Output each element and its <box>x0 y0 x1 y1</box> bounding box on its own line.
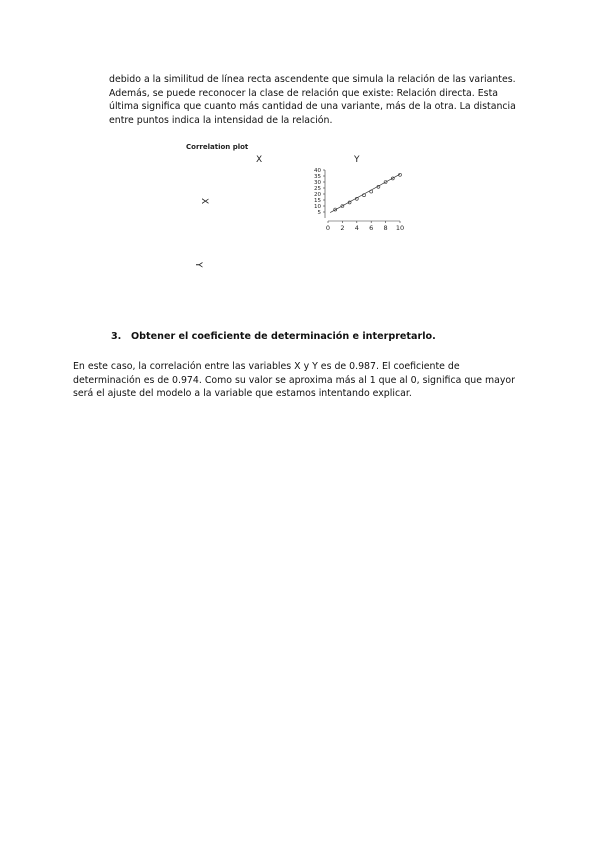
fit-line <box>330 174 400 212</box>
y-tick-label: 5 <box>317 210 321 216</box>
variable-label-y-top: Y <box>354 155 360 165</box>
y-tick-label: 15 <box>314 198 321 204</box>
body-paragraph-1: debido a la similitud de línea recta ascendente que simula la relación de las variantes. Además, se puede reconocer la clase de relación que existe: Relación directa. Esta última significa que cuanto más cantidad de una variante, más de la otra. La distancia entre puntos indica la intensidad de la relación. <box>109 74 516 126</box>
correlation-plot <box>182 140 422 280</box>
y-tick-label: 20 <box>314 192 321 198</box>
y-tick-label: 35 <box>314 174 321 180</box>
section-number: 3. <box>111 331 122 342</box>
x-tick-label: 8 <box>383 224 388 232</box>
x-tick-label: 2 <box>340 224 345 232</box>
variable-label-x-side: X <box>199 198 209 205</box>
y-tick-label: 40 <box>314 168 321 174</box>
variable-label-x-top: X <box>256 155 263 165</box>
section-title: Obtener el coeficiente de determinación e interpretarlo. <box>131 331 436 342</box>
x-tick-label: 10 <box>395 224 405 232</box>
chart-title: Correlation plot <box>186 143 249 151</box>
scatter-panel <box>314 168 404 232</box>
x-tick-label: 6 <box>369 224 374 232</box>
y-tick-label: 25 <box>314 186 321 192</box>
section-heading <box>111 331 436 342</box>
y-tick-label: 10 <box>314 204 321 210</box>
x-tick-label: 4 <box>354 224 359 232</box>
variable-label-y-side: Y <box>193 262 203 268</box>
x-tick-label: 0 <box>325 224 331 232</box>
data-point <box>370 190 373 193</box>
y-tick-label: 30 <box>314 180 321 186</box>
body-paragraph-2: En este caso, la correlación entre las variables X y Y es de 0.987. El coeficiente de determinación es de 0.974. Como su valor se aproxima más al 1 que al 0, significa que mayor será el ajuste del modelo a la variable que estamos intentando explicar. <box>73 361 515 400</box>
